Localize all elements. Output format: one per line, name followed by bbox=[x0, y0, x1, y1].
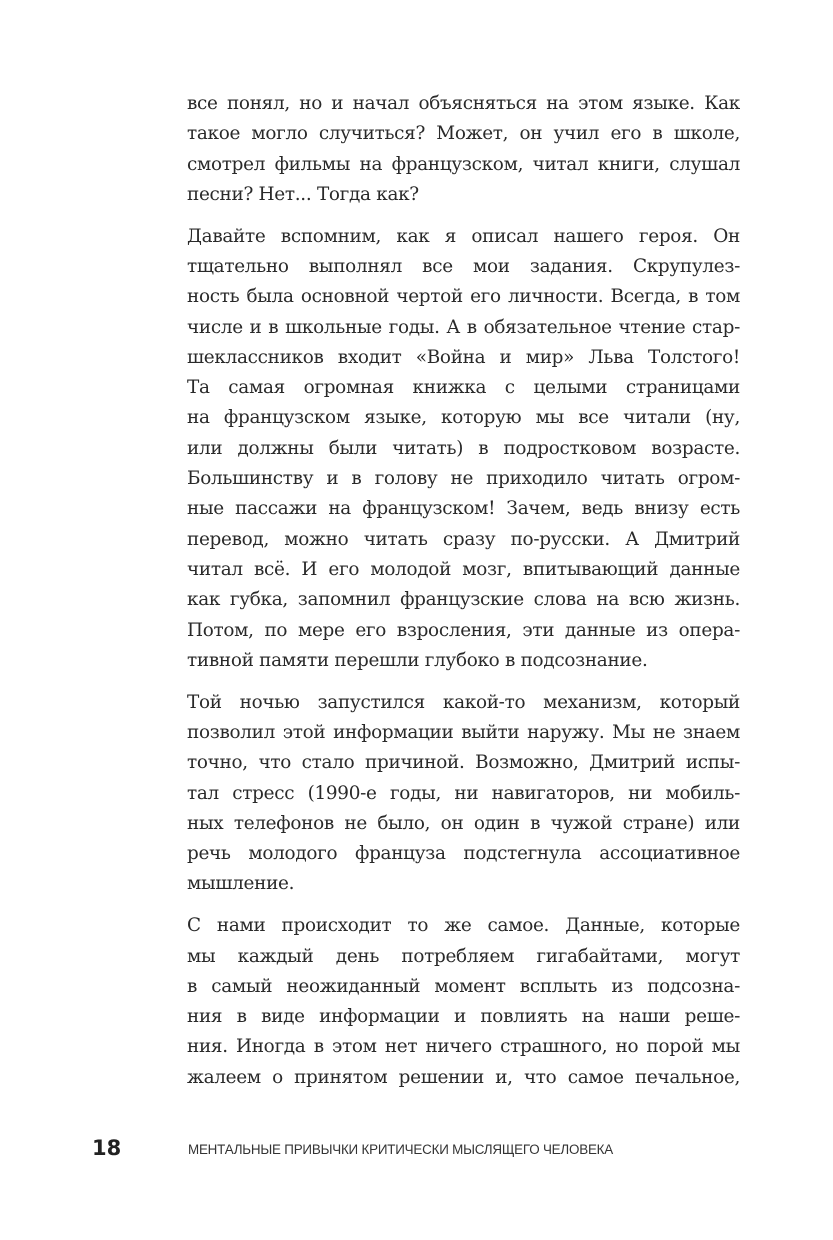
text-line: тивной памяти перешли глубоко в подсознание. bbox=[187, 649, 648, 671]
text-line: Та самая огромная книжка с целыми страницами bbox=[187, 377, 740, 399]
text-line: или должны были читать) в подростковом возрасте. bbox=[187, 437, 740, 459]
text-line: перевод, можно читать сразу по-русски. А Дмитрий bbox=[187, 528, 740, 550]
text-line: Той ночью запустился какой-то механизм, который bbox=[187, 691, 740, 713]
text-line: Давайте вспомним, как я описал нашего героя. Он bbox=[187, 225, 740, 247]
text-line: мы каждый день потребляем гигабайтами, могут bbox=[187, 945, 740, 967]
text-line: числе и в школьные годы. А в обязательное чтение стар- bbox=[187, 316, 740, 338]
text-line: на французском языке, которую мы все читали (ну, bbox=[187, 407, 740, 429]
text-line: тщательно выполнял все мои задания. Скрупулез- bbox=[187, 255, 740, 277]
text-line: точно, что стало причиной. Возможно, Дмитрий испы- bbox=[187, 752, 740, 774]
text-line: такое могло случиться? Может, он учил его в школе, bbox=[187, 123, 740, 145]
paragraph bbox=[187, 911, 740, 1093]
text-line: читал всё. И его молодой мозг, впитывающий данные bbox=[187, 558, 740, 580]
text-line: тал стресс (1990-е годы, ни навигаторов, ни мобиль- bbox=[187, 782, 740, 804]
paragraph bbox=[187, 688, 740, 900]
text-line: все понял, но и начал объясняться на этом языке. Как bbox=[187, 93, 740, 114]
text-line: смотрел фильмы на французском, читал книги, слушал bbox=[187, 153, 740, 175]
text-line: Большинству и в голову не приходило читать огром- bbox=[187, 468, 740, 490]
text-line: ния. Иногда в этом нет ничего страшного, но порой мы bbox=[187, 1036, 740, 1058]
text-line: песни? Нет... Тогда как? bbox=[187, 183, 419, 205]
body-text bbox=[187, 89, 740, 1105]
text-line: как губка, запомнил французские слова на всю жизнь. bbox=[187, 589, 740, 611]
text-line: ные пассажи на французском! Зачем, ведь внизу есть bbox=[187, 498, 740, 520]
paragraph bbox=[187, 222, 740, 676]
text-line: Потом, по мере его взросления, эти данные из опера- bbox=[187, 619, 740, 641]
text-line: ность была основной чертой его личности. Всегда, в том bbox=[187, 286, 740, 308]
page-number: 18 bbox=[92, 1136, 122, 1160]
text-line: шеклассников входит «Война и мир» Льва Толстого! bbox=[187, 346, 740, 368]
text-line: ных телефонов не было, он один в чужой стране) или bbox=[187, 812, 740, 834]
paragraph bbox=[187, 89, 740, 210]
text-line: С нами происходит то же самое. Данные, которые bbox=[187, 915, 740, 937]
text-line: жалеем о принятом решении и, что самое печальное, bbox=[187, 1066, 740, 1088]
text-line: позволил этой информации выйти наружу. Мы не знаем bbox=[187, 721, 740, 743]
text-line: ния в виде информации и повлиять на наши реше- bbox=[187, 1006, 740, 1028]
text-line: мышление. bbox=[187, 873, 295, 895]
text-line: речь молодого француза подстегнула ассоциативное bbox=[187, 843, 740, 865]
running-head: МЕНТАЛЬНЫЕ ПРИВЫЧКИ КРИТИЧЕСКИ МЫСЛЯЩЕГО ЧЕЛОВЕКА bbox=[188, 1142, 614, 1157]
text-line: в самый неожиданный момент всплыть из подсозна- bbox=[187, 975, 740, 997]
